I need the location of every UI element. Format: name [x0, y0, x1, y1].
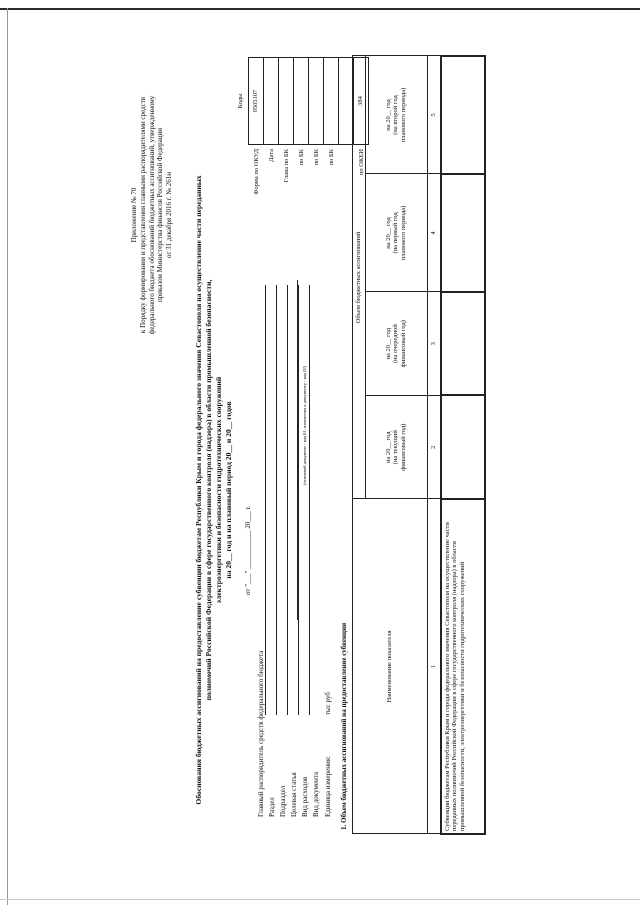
column-number: 2 [427, 395, 440, 499]
scan-edge-left [7, 8, 8, 905]
code-bk-section[interactable] [294, 58, 309, 145]
appendix-line: приказом Министерства финансов Российской Федерации [156, 128, 165, 302]
field-line-expense-type[interactable] [309, 285, 310, 715]
column-year-line: на 20__ год [384, 327, 392, 360]
table-cell-plan-year-1[interactable] [441, 174, 485, 292]
codes-label: по ОКЕИ [358, 149, 365, 176]
column-year-line: планового периода) [400, 87, 408, 143]
column-number: 3 [427, 292, 440, 396]
codes-label: по БК [298, 149, 305, 166]
code-date[interactable] [264, 58, 279, 145]
column-number: 5 [427, 56, 440, 174]
column-group-appropriations: Объем бюджетных ассигнований [353, 56, 366, 499]
column-year-line: на 20__ год [384, 99, 392, 131]
table-row-label: Субвенции бюджетам Республики Крым и города федерального значения Севастополя на осуществление части переданных полномочий Российской Федерации в сфере государственного контроля (надзора) в области промышленной безопасности, электроэнергетики и безопасности гидротехнических сооружений [441, 499, 485, 834]
column-header-plan-year-2 [365, 56, 427, 174]
title-line: Обоснования бюджетных ассигнований на предоставление субвенции бюджетам Республики Крым и города федерального значения Севастополя на осуществление части переданных [194, 175, 203, 805]
column-year-line: (на очередной [392, 324, 400, 364]
title-line: на 20__ год и на плановый период 20__ и 20__ годов [223, 401, 233, 579]
appendix-line: к Порядку формирования и представления главными распорядителями средств [138, 96, 147, 334]
scan-edge-top [0, 8, 640, 10]
column-year-line: на 20__ год [384, 217, 392, 249]
document-date: от "___" ___________ 20___ г. [244, 505, 252, 595]
field-line-target-article[interactable] [298, 285, 299, 715]
code-bk-subsection[interactable] [309, 58, 324, 145]
column-year-line: финансовый год) [400, 423, 408, 471]
codes-label [234, 149, 249, 305]
column-year-line: (на первый год [392, 212, 400, 254]
column-year-line: финансовый год) [400, 320, 408, 368]
scan-edge-bottom [0, 899, 640, 900]
field-label-document-type: Вид документа [312, 771, 320, 817]
codes-label: по БК [313, 149, 320, 166]
column-number: 4 [427, 174, 440, 292]
appendix-number: Приложение № 70 [130, 187, 138, 243]
column-header-indicator: Наименование показателя [353, 499, 428, 834]
column-year-line: (на второй год [392, 95, 400, 135]
appendix-block [130, 55, 174, 375]
codes-label: Дата [268, 149, 275, 162]
rotated-form-page [122, 45, 622, 845]
column-year-line: планового периода) [400, 205, 408, 261]
codes-labels [234, 149, 369, 305]
column-year-line: на 20__ год [384, 431, 392, 463]
units-value: тыс руб [324, 692, 332, 715]
column-number: 1 [427, 499, 440, 834]
title-line: полномочий Российской Федерации в сфере государственного контроля (надзора) в области промышленной безопасности, [203, 279, 213, 701]
field-line-main-distributor[interactable] [265, 285, 266, 715]
section-1-heading: 1. Объем бюджетных ассигнований на предоставление субвенции [340, 622, 348, 830]
document-type-note: (основной документ - код 01; изменения к документу - код 02) [302, 365, 307, 485]
codes-label: Глава по БК [283, 149, 290, 183]
table-cell-next-year[interactable] [441, 292, 485, 396]
field-label-expense-type: Вид расходов [301, 776, 309, 817]
column-year-line: (на текущий [392, 430, 400, 465]
appendix-line: от 31 декабря 2016 г. № 261н [165, 171, 173, 259]
column-header-current-year [365, 395, 427, 499]
code-okud[interactable]: 0505107 [249, 58, 264, 145]
codes-header: Коды [237, 93, 245, 109]
field-label-target-article: Целевая статья [290, 772, 298, 817]
code-okei[interactable]: 384 [354, 58, 369, 145]
code-chapter[interactable] [279, 58, 294, 145]
column-header-next-year [365, 292, 427, 396]
field-line-section[interactable] [276, 285, 277, 715]
code-bk-article[interactable] [324, 58, 339, 145]
codes-box [234, 57, 369, 145]
codes-label: по БК [328, 149, 335, 166]
table-cell-current-year[interactable] [441, 395, 485, 499]
appendix-line: федерального бюджета обоснований бюджетных ассигнований, утвержденному [147, 95, 156, 335]
field-line-subsection[interactable] [287, 285, 288, 715]
form-title [194, 175, 233, 805]
table-cell-plan-year-2[interactable] [441, 56, 485, 174]
field-label-main-distributor: Главный распорядитель средств федерального бюджета [257, 650, 265, 817]
appropriations-table [352, 55, 486, 835]
field-label-section: Раздел [268, 797, 276, 817]
field-label-subsection: Подраздел [279, 785, 287, 817]
codes-label: Форма по ОКУД [253, 149, 260, 195]
column-header-plan-year-1 [365, 174, 427, 292]
units-label: Единица измерения: [324, 756, 332, 817]
title-line: электроэнергетики и безопасности гидротехнических сооружений [213, 376, 223, 604]
